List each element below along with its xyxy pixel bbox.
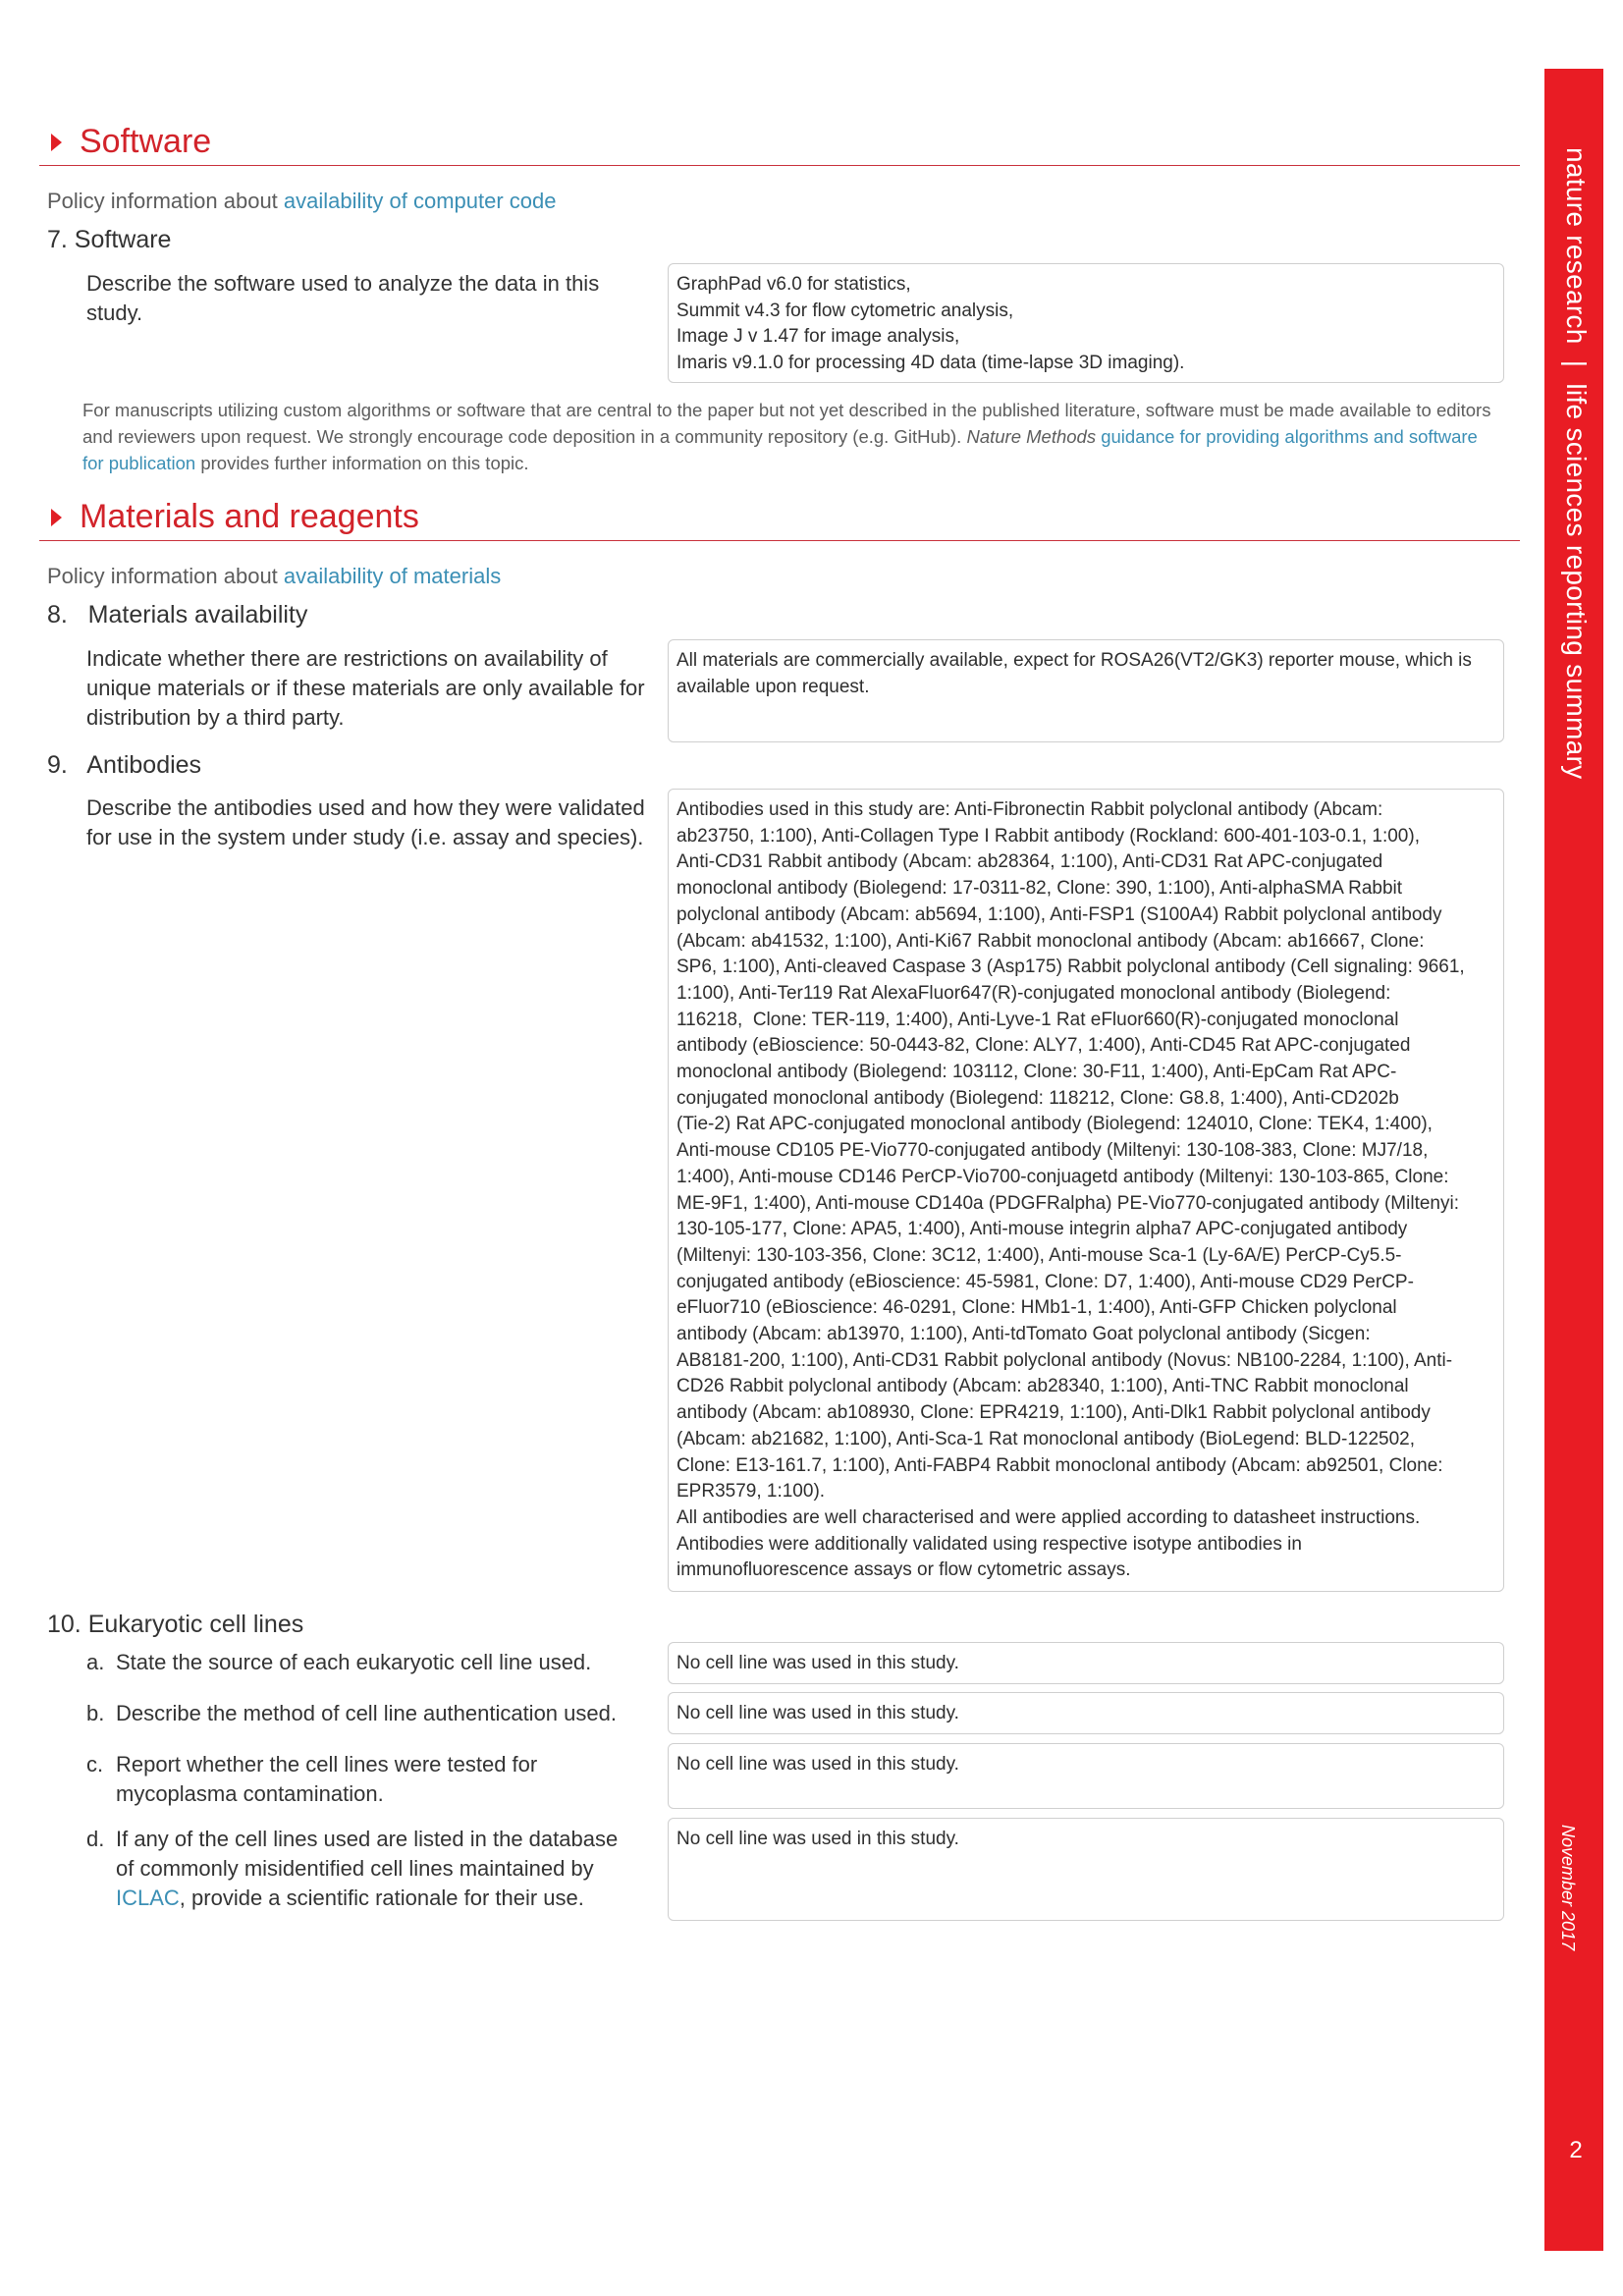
iclac-link[interactable]: ICLAC [116, 1886, 180, 1910]
availability-of-materials-link[interactable]: availability of materials [283, 564, 502, 588]
software-note [82, 397, 1496, 476]
question-10d-description-1: If any of the cell lines used are listed in the database [116, 1827, 619, 1851]
software-section-heading [39, 122, 1520, 166]
question-7-description: Describe the software used to analyze the data in this study. [86, 271, 600, 325]
mycoplasma-answer[interactable]: No cell line was used in this study. [668, 1743, 1504, 1809]
note-journal-name: Nature Methods [966, 426, 1097, 447]
note-text-2: provides further information on this topic. [195, 453, 529, 473]
question-10a-label: a. [86, 1650, 105, 1674]
question-10-title: 10. Eukaryotic cell lines [47, 1611, 304, 1638]
question-10a [86, 1648, 656, 1677]
software-heading-text: Software [80, 123, 212, 160]
triangle-right-icon [51, 134, 62, 151]
question-8-title: 8. Materials availability [47, 601, 308, 629]
materials-section-heading [39, 497, 1520, 541]
policy-prefix: Policy information about [47, 564, 284, 588]
guidance-link[interactable]: guidance for providing algorithms and software for publication [82, 426, 1478, 473]
sidebar-separator: | [1561, 359, 1592, 368]
availability-of-code-link[interactable]: availability of computer code [283, 189, 557, 213]
misidentified-lines-answer[interactable]: No cell line was used in this study. [668, 1818, 1504, 1921]
question-10c [86, 1750, 656, 1809]
question-7-title: 7. Software [47, 226, 172, 253]
question-10d-description-2: of commonly misidentified cell lines maintained by [116, 1856, 594, 1881]
question-10d-description-3-text: , provide a scientific rationale for their use. [179, 1886, 584, 1910]
question-10d [86, 1825, 676, 1913]
question-10c-label: c. [86, 1752, 104, 1777]
sidebar-date: November 2017 [1558, 1825, 1578, 1951]
materials-heading-text: Materials and reagents [80, 498, 419, 535]
question-9-description: Describe the antibodies used and how they were validated for use in the system under study (i.e. assay and species). [86, 795, 645, 849]
question-10b [86, 1699, 676, 1728]
question-10d-label: d. [86, 1827, 105, 1851]
sidebar-subtitle: life sciences reporting summary [1561, 383, 1592, 780]
question-10c-description-1: Report whether the cell lines were tested for [116, 1752, 538, 1777]
sidebar-brand: nature research [1561, 147, 1592, 345]
software-policy-line [47, 189, 557, 214]
triangle-right-icon [51, 509, 62, 526]
question-10d-description-3 [86, 1884, 676, 1913]
cell-line-source-answer[interactable]: No cell line was used in this study. [668, 1642, 1504, 1684]
question-8-description: Indicate whether there are restrictions on availability of unique materials or if these materials are only available for distribution by a third party. [86, 646, 645, 730]
question-10a-description: State the source of each eukaryotic cell line used. [116, 1650, 592, 1674]
page-number: 2 [1569, 2137, 1583, 2163]
cell-line-authentication-answer[interactable]: No cell line was used in this study. [668, 1692, 1504, 1734]
question-10b-label: b. [86, 1701, 105, 1725]
antibodies-answer-field[interactable]: Antibodies used in this study are: Anti-Fibronectin Rabbit polyclonal antibody (Abcam: ab23750, 1:100), Anti-Collagen Type I Rabbit antibody (Rockland: 600-401-103-0.1, 1:00), Anti-CD31 Rabbit antibody (Abcam: ab28364, 1:100), Anti-CD31 Rat APC-conjugated monoclonal antibody (Biolegend: 17-0311-82, Clone: 390, 1:100), Anti-alphaSMA Rabbit polyclonal antibody (Abcam: ab5694, 1:100), Anti-FSP1 (S100A4) Rabbit polyclonal antibody (Abcam: ab41532, 1:100), Anti-Ki67 Rabbit monoclonal antibody (Abcam: ab16667, Clone: SP6, 1:100), Anti-cleaved Caspase 3 (Asp175) Rabbit polyclonal antibody (Cell signaling: 9661, 1:100), Anti-Ter119 Rat AlexaFluor647(R)-conjugated monoclonal antibody (Biolegend: 116218, Clone: TER-119, 1:400), Anti-Lyve-1 Rat eFluor660(R)-conjugated monoclonal antibody (eBioscience: 50-0443-82, Clone: ALY7, 1:400), Anti-CD45 Rat APC-conjugated monoclonal antibody (Biolegend: 103112, Clone: 30-F11, 1:400), Anti-EpCam Rat APC- conjugated monoclonal antibody (Biolegend: 118212, Clone: G8.8, 1:400), Anti-CD202b (Tie-2) Rat APC-conjugated monoclonal antibody (Biolegend: 124010, Clone: TEK4, 1:400), Anti-mouse CD105 PE-Vio770-conjugated antibody (Miltenyi: 130-108-383, Clone: MJ7/18, 1:400), Anti-mouse CD146 PerCP-Vio700-conjuagetd antibody (Miltenyi: 130-103-865, Clone: ME-9F1, 1:400), Anti-mouse CD140a (PDGFRalpha) PE-Vio770-conjugated antibody (Miltenyi: 130-105-177, Clone: APA5, 1:400), Anti-mouse integrin alpha7 APC-conjugated antibody (Miltenyi: 130-103-356, Clone: 3C12, 1:400), Anti-mouse Sca-1 (Ly-6A/E) PerCP-Cy5.5- conjugated antibody (eBioscience: 45-5981, Clone: D7, 1:400), Anti-mouse CD29 PerCP- eFluor710 (eBioscience: 46-0291, Clone: HMb1-1, 1:400), Anti-GFP Chicken polyclonal antibody (Abcam: ab13970, 1:100), Anti-tdTomato Goat polyclonal antibody (Sicgen: AB8181-200, 1:100), Anti-CD31 Rabbit polyclonal antibody (Novus: NB100-2284, 1:100), Anti- CD26 Rabbit polyclonal antibody (Abcam: ab28340, 1:100), Anti-TNC Rabbit monoclonal antibody (Abcam: ab108930, Clone: EPR4219, 1:100), Anti-Dlk1 Rabbit polyclonal antibody (Abcam: ab21682, 1:100), Anti-Sca-1 Rat monoclonal antibody (BioLegend: BLD-122502, Clone: E13-161.7, 1:100), Anti-FABP4 Rabbit monoclonal antibody (Abcam: ab92501, Clone: EPR3579, 1:100). All antibodies are well characterised and were applied according to datasheet instructions. Antibodies were additionally validated using respective isotype antibodies in immunofluorescence assays or flow cytometric assays. [668, 789, 1504, 1592]
question-9-title: 9. Antibodies [47, 751, 202, 779]
materials-policy-line [47, 564, 501, 589]
sidebar-title [1560, 147, 1592, 779]
materials-answer-field[interactable]: All materials are commercially available, expect for ROSA26(VT2/GK3) reporter mouse, which is available upon request. [668, 639, 1504, 742]
policy-prefix: Policy information about [47, 189, 284, 213]
question-10b-description: Describe the method of cell line authentication used. [116, 1701, 617, 1725]
note-text-1: For manuscripts utilizing custom algorithms or software that are central to the paper but not yet described in the published literature, software must be made available to editors and reviewers upon request. We strongly encourage code deposition in a community repository (e.g. GitHub). [82, 400, 1491, 447]
software-answer-field[interactable]: GraphPad v6.0 for statistics, Summit v4.3 for flow cytometric analysis, Image J v 1.47 for image analysis, Imaris v9.1.0 for processing 4D data (time-lapse 3D imaging). [668, 263, 1504, 383]
question-10c-description-2: mycoplasma contamination. [116, 1781, 384, 1806]
